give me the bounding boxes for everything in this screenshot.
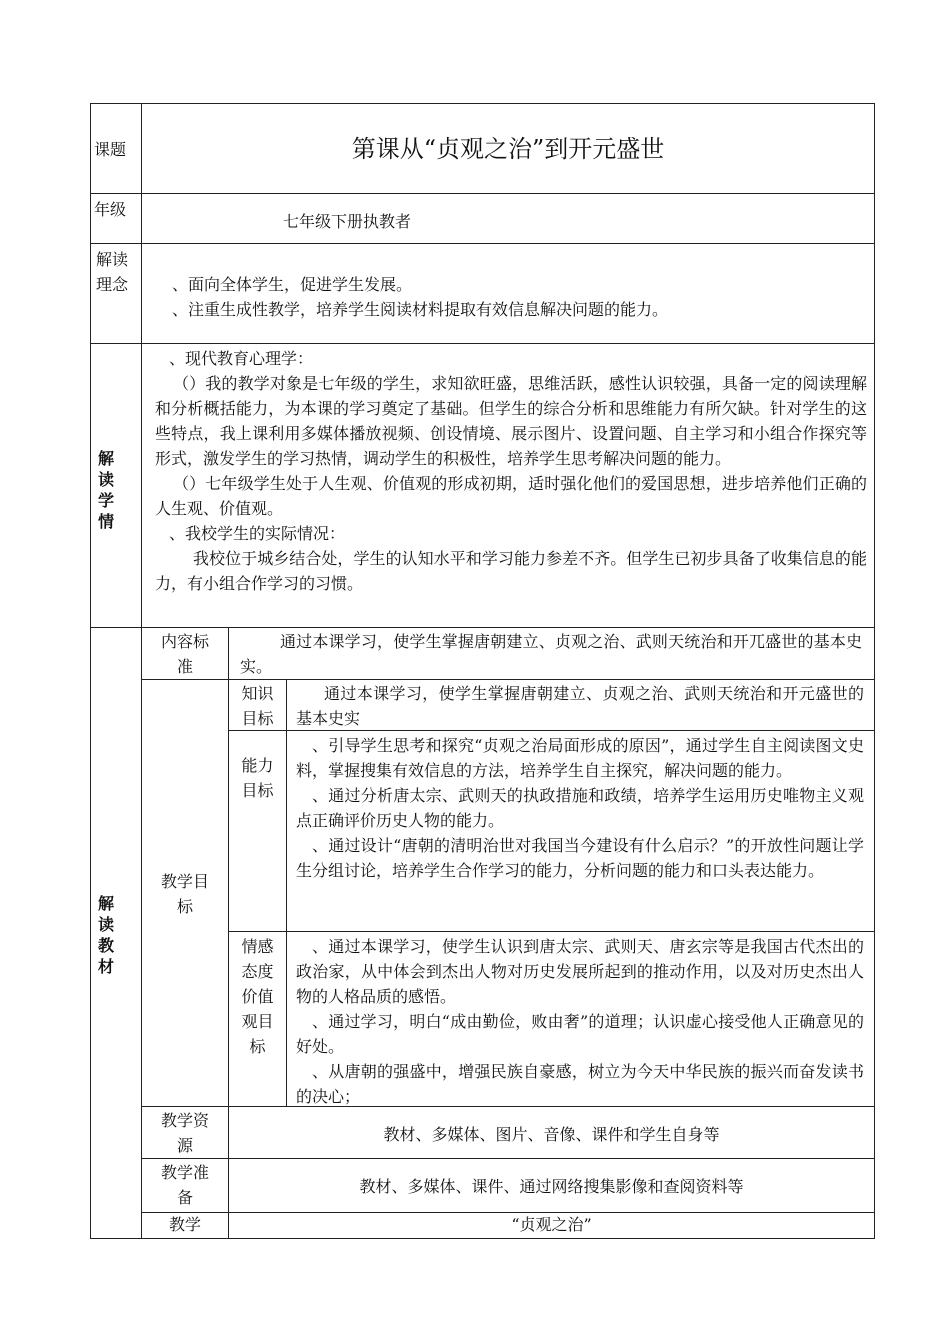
students-para-5: 我校位于城乡结合处，学生的认知水平和学习能力参差不齐。但学生已初步具备了收集信息的能力，有小组合作学习的习惯。 — [155, 549, 867, 593]
grade-label: 年级 — [94, 200, 127, 219]
emotion-para-3: 、从唐朝的强盛中，增强民族自豪感，树立为今天中华民族的振兴而奋发读书的决心； — [296, 1062, 864, 1106]
students-para-1: 、现代教育心理学： — [169, 349, 314, 368]
content-std-value: 通过本课学习，使学生掌握唐朝建立、贞观之治、武则天统治和开兀盛世的基本史实。 — [240, 632, 862, 676]
goals-label: 教学目 标 — [160, 872, 209, 916]
students-para-4: 、我校学生的实际情况： — [169, 524, 346, 543]
concept-line-1: 、面向全体学生，促进学生发展。 — [172, 275, 413, 294]
emotion-text — [296, 934, 864, 1109]
students-para-2: （）我的教学对象是七年级的学生，求知欲旺盛，思维活跃，感性认识较强，具备一定的阅读理解和分析概括能力，为本课的学习奠定了基础。但学生的综合分析和思维能力有所欠缺。针对学生的这些特点，我上课利用多媒体播放视频、创设情境、展示图片、设置问题、自主学习和小组合作探究等形式，激发学生的学习热情，调动学生的积极性，培养学生思考解决问题的能力。 — [155, 374, 867, 468]
ability-para-2: 、通过分析唐太宗、武则天的执政措施和政绩，培养学生运用历史唯物主义观点正确评价历史人物的能力。 — [296, 786, 864, 830]
ability-para-3: 、通过设计“唐朝的清明治世对我国当今建设有什么启示？”的开放性问题让学生分组讨论，培养学生合作学习的能力，分析问题的能力和口头表达能力。 — [296, 836, 864, 880]
material-label: 解 读 教 材 — [97, 894, 114, 976]
concept-label: 解读 理念 — [96, 250, 129, 294]
concept-line-2: 、注重生成性教学，培养学生阅读材料提取有效信息解决问题的能力。 — [172, 300, 669, 319]
resources-label: 教学资 源 — [160, 1111, 209, 1155]
emotion-para-1: 、通过本课学习，使学生认识到唐太宗、武则天、唐玄宗等是我国古代杰出的政治家，从中体会到杰出人物对历史发展所起到的推动作用，以及对历史杰出人物的人格品质的感悟。 — [296, 937, 864, 1006]
focus-value: “贞观之治” — [511, 1215, 592, 1234]
resources-value: 教材、多媒体、图片、音像、课件和学生自身等 — [383, 1125, 720, 1144]
knowledge-label: 知识 目标 — [241, 684, 274, 728]
ability-para-1: 、引导学生思考和探究“贞观之治局面形成的原因”，通过学生自主阅读图文史料，掌握搜集有效信息的方法，培养学生自主探究，解决问题的能力。 — [296, 736, 864, 780]
topic-label: 课题 — [94, 140, 127, 159]
emotion-label: 情感 态度 价值 观目 标 — [241, 937, 274, 1056]
prep-label: 教学准 备 — [160, 1163, 209, 1207]
content-std-label: 内容标 准 — [160, 632, 209, 676]
students-text — [155, 346, 867, 596]
students-label: 解 读 学 情 — [97, 449, 114, 531]
grade-value: 七年级下册执教者 — [283, 212, 412, 231]
knowledge-value: 通过本课学习，使学生掌握唐朝建立、贞观之治、武则天统治和开元盛世的基本史实 — [296, 684, 864, 728]
students-para-3: （）七年级学生处于人生观、价值观的形成初期，适时强化他们的爱国思想，进步培养他们正确的人生观、价值观。 — [155, 474, 867, 518]
lesson-title: 第课从“贞观之治”到开元盛世 — [351, 135, 665, 163]
focus-label: 教学 — [168, 1215, 201, 1234]
ability-text — [296, 733, 864, 883]
emotion-para-2: 、通过学习，明白“成由勤俭，败由奢”的道理；认识虚心接受他人正确意见的好处。 — [296, 1012, 864, 1056]
prep-value: 教材、多媒体、课件、通过网络搜集影像和查阅资料等 — [359, 1177, 744, 1196]
ability-label: 能力 目标 — [241, 756, 274, 800]
